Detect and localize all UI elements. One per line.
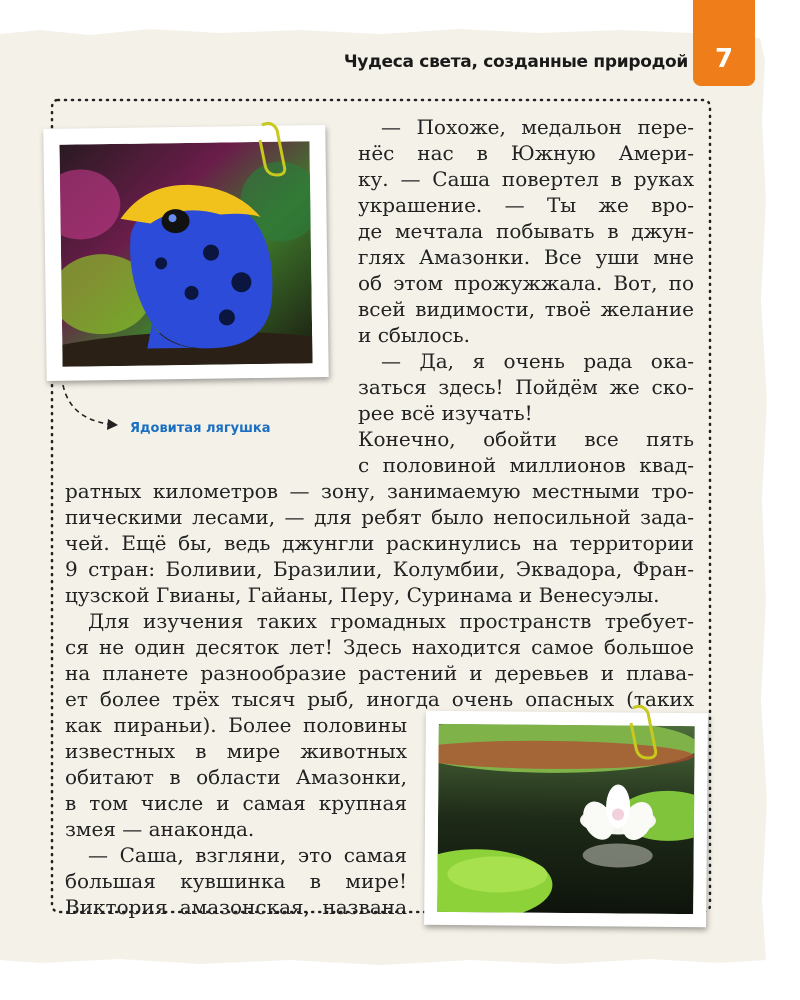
text-line: — Саша, взгляни, это самая: [88, 843, 407, 867]
page-number: 7: [714, 44, 734, 74]
text-line: Для изучения таких громадных пространств требует-: [88, 609, 694, 633]
frog-caption: Ядовитая лягушка: [130, 421, 271, 436]
text-line: Виктория амазонская, названа: [65, 895, 407, 919]
text-line: — Да, я очень рада ока-: [381, 349, 694, 373]
text-line: в том числе и самая крупная: [65, 791, 407, 815]
text-line: Конечно, обойти все пять: [358, 427, 694, 451]
text-line: 9 стран: Боливии, Бразилии, Колумбии, Эквадора, Фран-: [65, 557, 694, 581]
text-line: чей. Ещё бы, ведь джунгли раскинулись на территории: [65, 531, 694, 555]
chapter-title: Чудеса света, созданные природой: [343, 52, 688, 72]
text-line: как пираньи). Более половины: [65, 713, 407, 737]
text-line: всей видимости, твоё желание: [358, 297, 694, 321]
text-line: рее всё изучать!: [358, 401, 533, 425]
text-line: ет более трёх тысяч рыб, иногда очень опасных (таких: [65, 687, 694, 711]
text-line: змея — анаконда.: [65, 817, 255, 841]
text-line: обитают в области Амазонки,: [65, 765, 407, 789]
text-line: об этом прожужжала. Вот, по: [358, 271, 694, 295]
text-line: цузской Гвианы, Гайаны, Перу, Суринама и Венесуэлы.: [65, 583, 660, 607]
text-line: заться здесь! Пойдём же ско-: [358, 375, 694, 399]
text-line: на планете разнообразие растений и деревьев и плава-: [65, 661, 694, 685]
text-line: ся не один десяток лет! Здесь находится самое большое: [65, 635, 694, 659]
text-line: глях Амазонки. Все уши мне: [358, 245, 694, 269]
text-line: де мечтала побывать в джун-: [358, 219, 694, 243]
water-lily-photo-card: [424, 711, 708, 927]
text-line: большая кувшинка в мире!: [65, 869, 407, 893]
text-line: пическими лесами, — для ребят было непосильной зада-: [65, 505, 694, 529]
text-line: ку. — Саша повертел в руках: [358, 167, 694, 191]
paperclip-icon: [252, 120, 292, 180]
text-line: известных в мире животных: [65, 739, 407, 763]
text-line: нёс нас в Южную Амери-: [358, 141, 694, 165]
text-line: ратных километров — зону, занимаемую местными тро-: [65, 479, 694, 503]
text-line: украшение. — Ты же вро-: [358, 193, 694, 217]
text-line: с половиной миллионов квад-: [358, 453, 694, 477]
text-line: — Похоже, медальон пере-: [381, 115, 694, 139]
paperclip-icon: [623, 703, 663, 763]
text-line: и сбылось.: [358, 323, 471, 347]
